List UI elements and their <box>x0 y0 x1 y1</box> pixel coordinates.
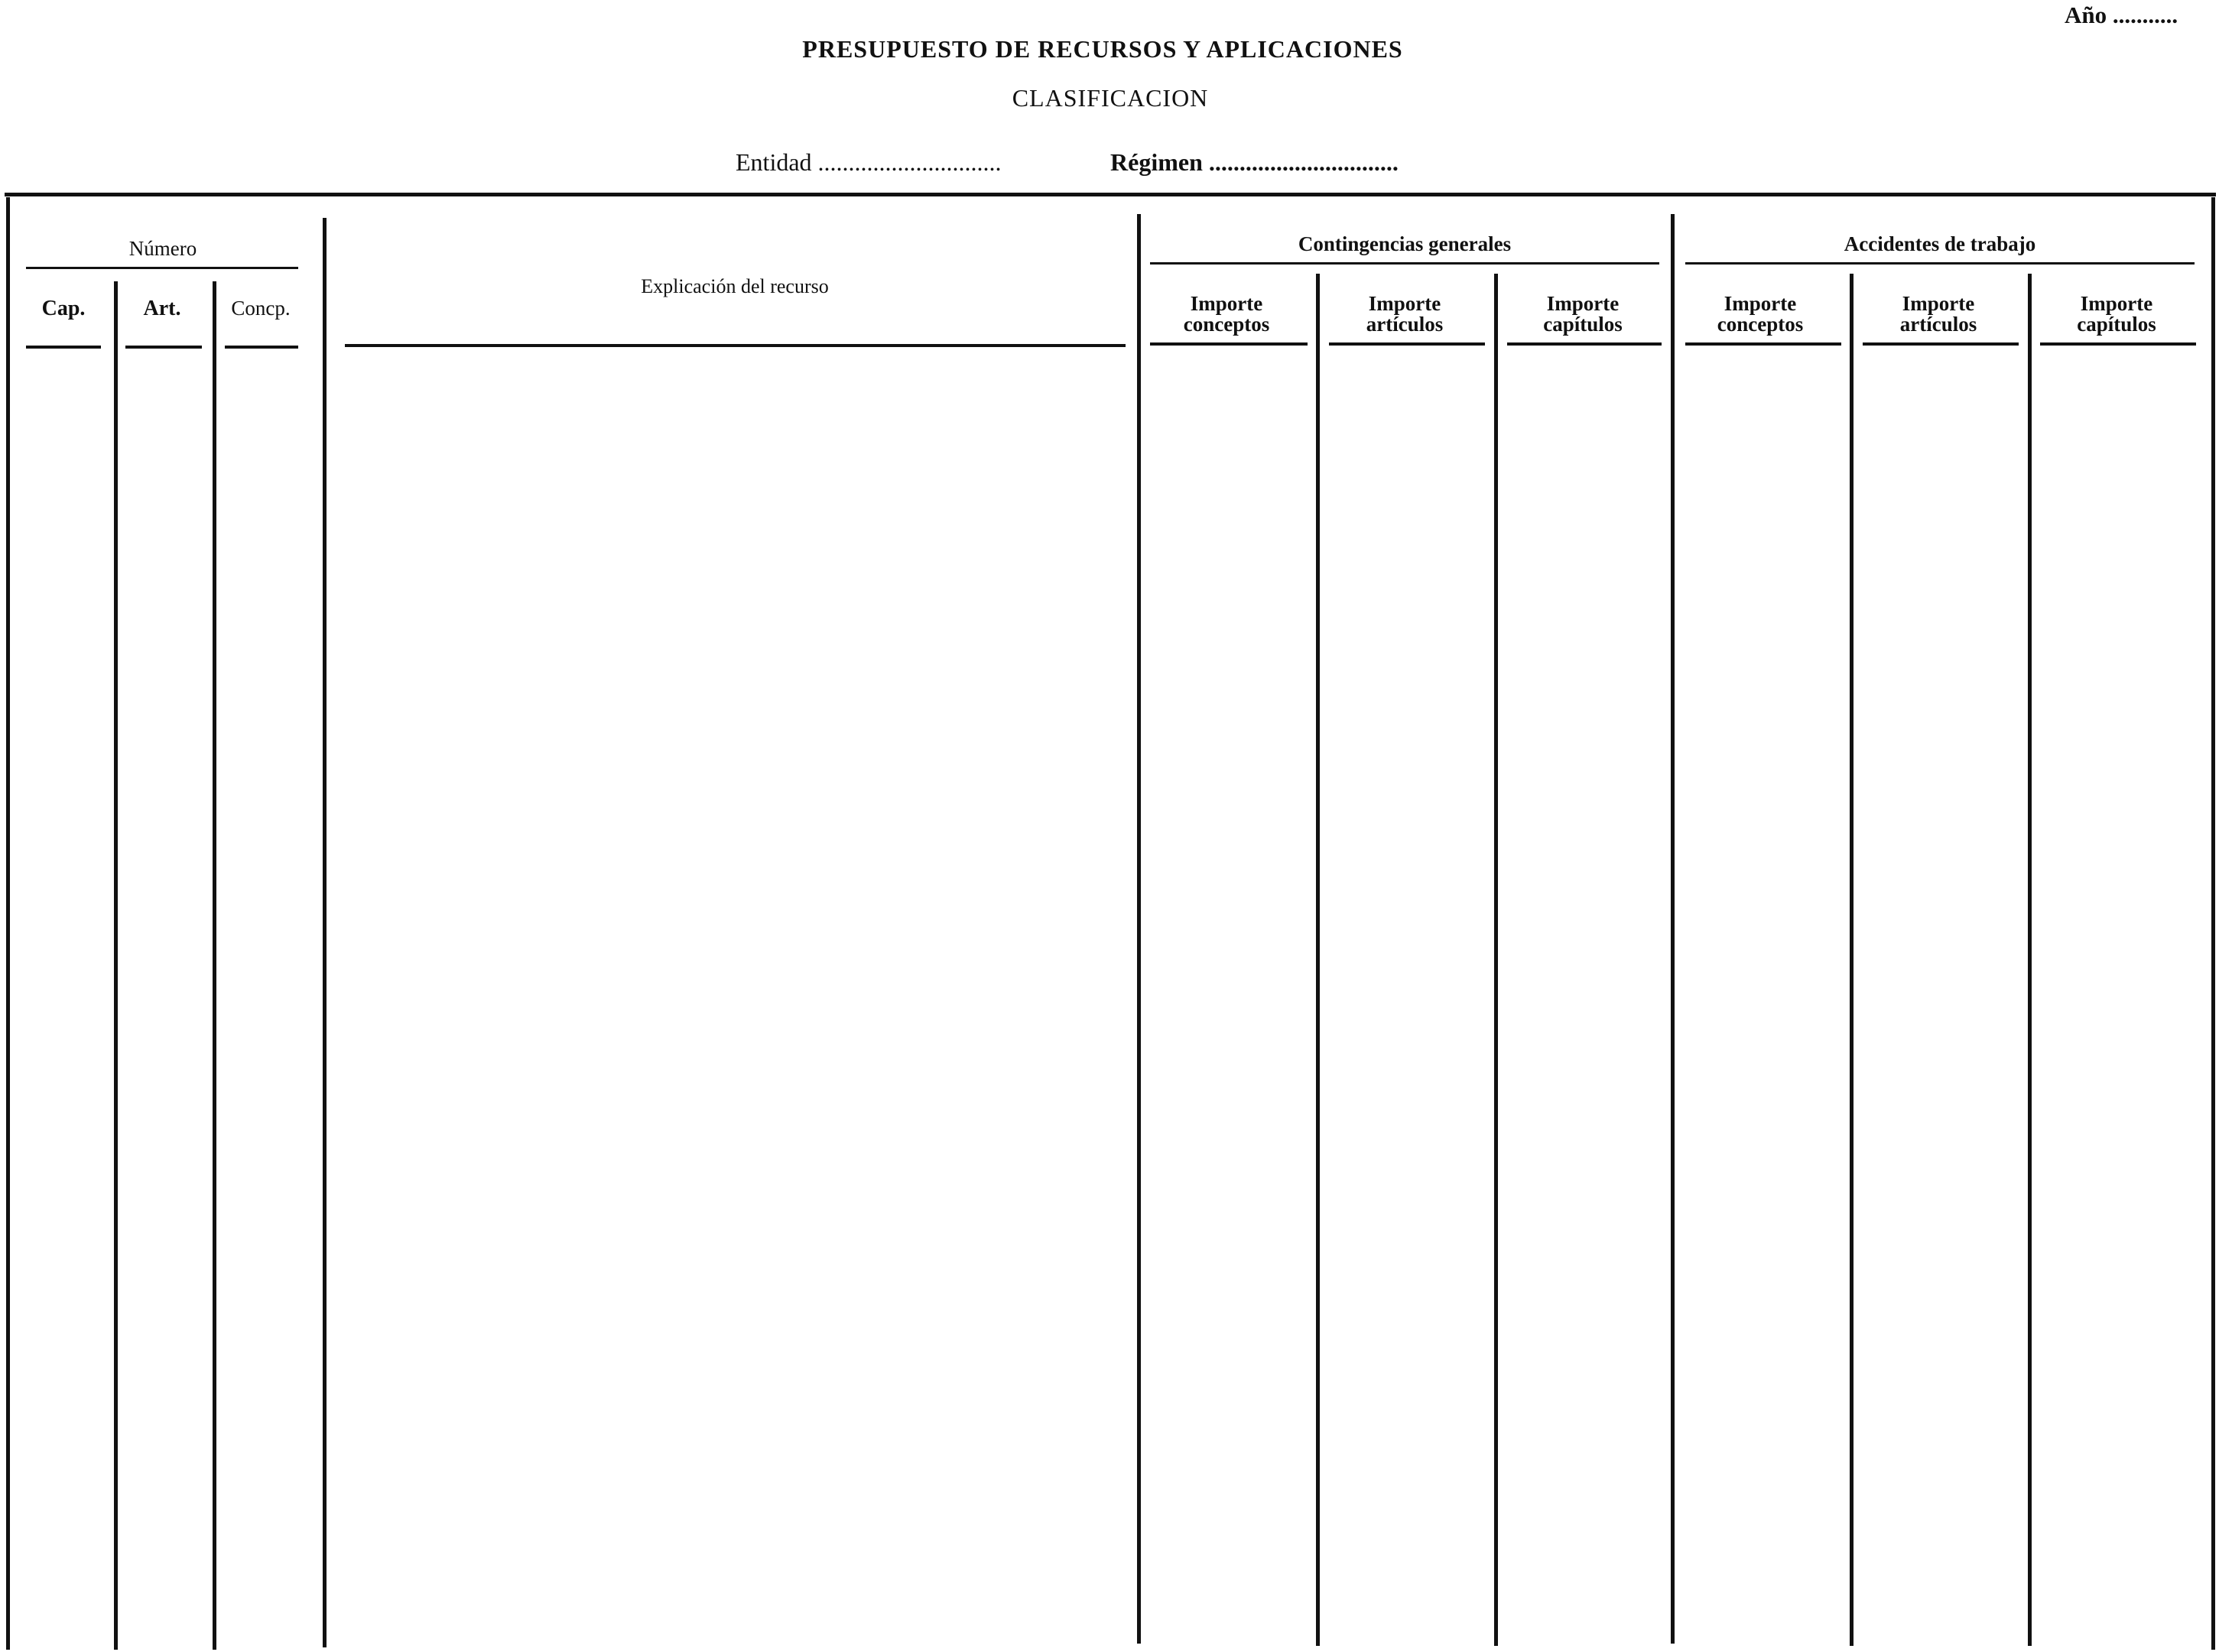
entity-field: Entidad .............................. <box>736 148 1002 176</box>
column-divider-art-concp <box>213 281 216 1650</box>
cg-capitulos-line2: capítulos <box>1543 313 1623 336</box>
cap-header-rule <box>26 346 101 349</box>
cg-capitulos-line1: Importe <box>1546 292 1620 315</box>
at-articulos-rule <box>1863 342 2019 346</box>
cg-articulos-line1: Importe <box>1368 292 1441 315</box>
at-articulos-line1: Importe <box>1902 292 1975 315</box>
column-divider-cap-art <box>114 281 118 1650</box>
numero-group-header: Número <box>128 237 197 260</box>
at-capitulos-rule <box>2040 342 2196 346</box>
at-importe-articulos-header <box>1900 294 1977 335</box>
col-header-cap: Cap. <box>41 297 86 320</box>
form-subtitle: CLASIFICACION <box>1012 84 1209 112</box>
table-right-border <box>2211 197 2215 1650</box>
column-divider-at-conceptos-articulos <box>1850 274 1853 1646</box>
at-articulos-line2: artículos <box>1899 313 1977 336</box>
column-divider-cg-conceptos-articulos <box>1316 274 1320 1646</box>
at-capitulos-line1: Importe <box>2080 292 2153 315</box>
cg-importe-articulos-header <box>1366 294 1444 335</box>
form-title: PRESUPUESTO DE RECURSOS Y APLICACIONES <box>802 35 1403 63</box>
cg-importe-capitulos-header <box>1543 294 1623 335</box>
cg-articulos-line2: artículos <box>1366 313 1444 336</box>
column-divider-at-articulos-capitulos <box>2028 274 2032 1646</box>
table-top-border <box>5 193 2216 196</box>
column-divider-numero-explicacion <box>323 218 327 1647</box>
regime-field: Régimen ............................... <box>1110 148 1399 176</box>
column-divider-cg-articulos-capitulos <box>1494 274 1498 1646</box>
cg-conceptos-rule <box>1150 342 1308 346</box>
at-importe-conceptos-header <box>1717 294 1803 335</box>
explicacion-header-rule <box>345 344 1126 347</box>
at-capitulos-line2: capítulos <box>2077 313 2156 336</box>
at-importe-capitulos-header <box>2077 294 2156 335</box>
at-conceptos-line2: conceptos <box>1717 313 1804 336</box>
contingencias-group-rule <box>1150 262 1659 265</box>
numero-group-rule <box>26 267 298 269</box>
at-conceptos-rule <box>1685 342 1841 346</box>
contingencias-group-header: Contingencias generales <box>1298 232 1512 255</box>
col-header-concp: Concp. <box>231 297 291 320</box>
cg-conceptos-line1: Importe <box>1190 292 1263 315</box>
cg-importe-conceptos-header <box>1184 294 1269 335</box>
cg-articulos-rule <box>1329 342 1485 346</box>
column-divider-contingencias-accidentes <box>1671 214 1675 1644</box>
table-left-border <box>6 197 10 1650</box>
year-field: Año ........... <box>2065 2 2178 28</box>
col-header-art: Art. <box>143 297 181 320</box>
concp-header-rule <box>225 346 298 349</box>
column-divider-explicacion-contingencias <box>1137 214 1141 1644</box>
at-conceptos-line1: Importe <box>1724 292 1797 315</box>
accidentes-group-header: Accidentes de trabajo <box>1844 232 2036 255</box>
cg-conceptos-line2: conceptos <box>1183 313 1270 336</box>
col-header-explicacion: Explicación del recurso <box>641 275 829 297</box>
art-header-rule <box>125 346 202 349</box>
cg-capitulos-rule <box>1507 342 1662 346</box>
accidentes-group-rule <box>1685 262 2195 265</box>
